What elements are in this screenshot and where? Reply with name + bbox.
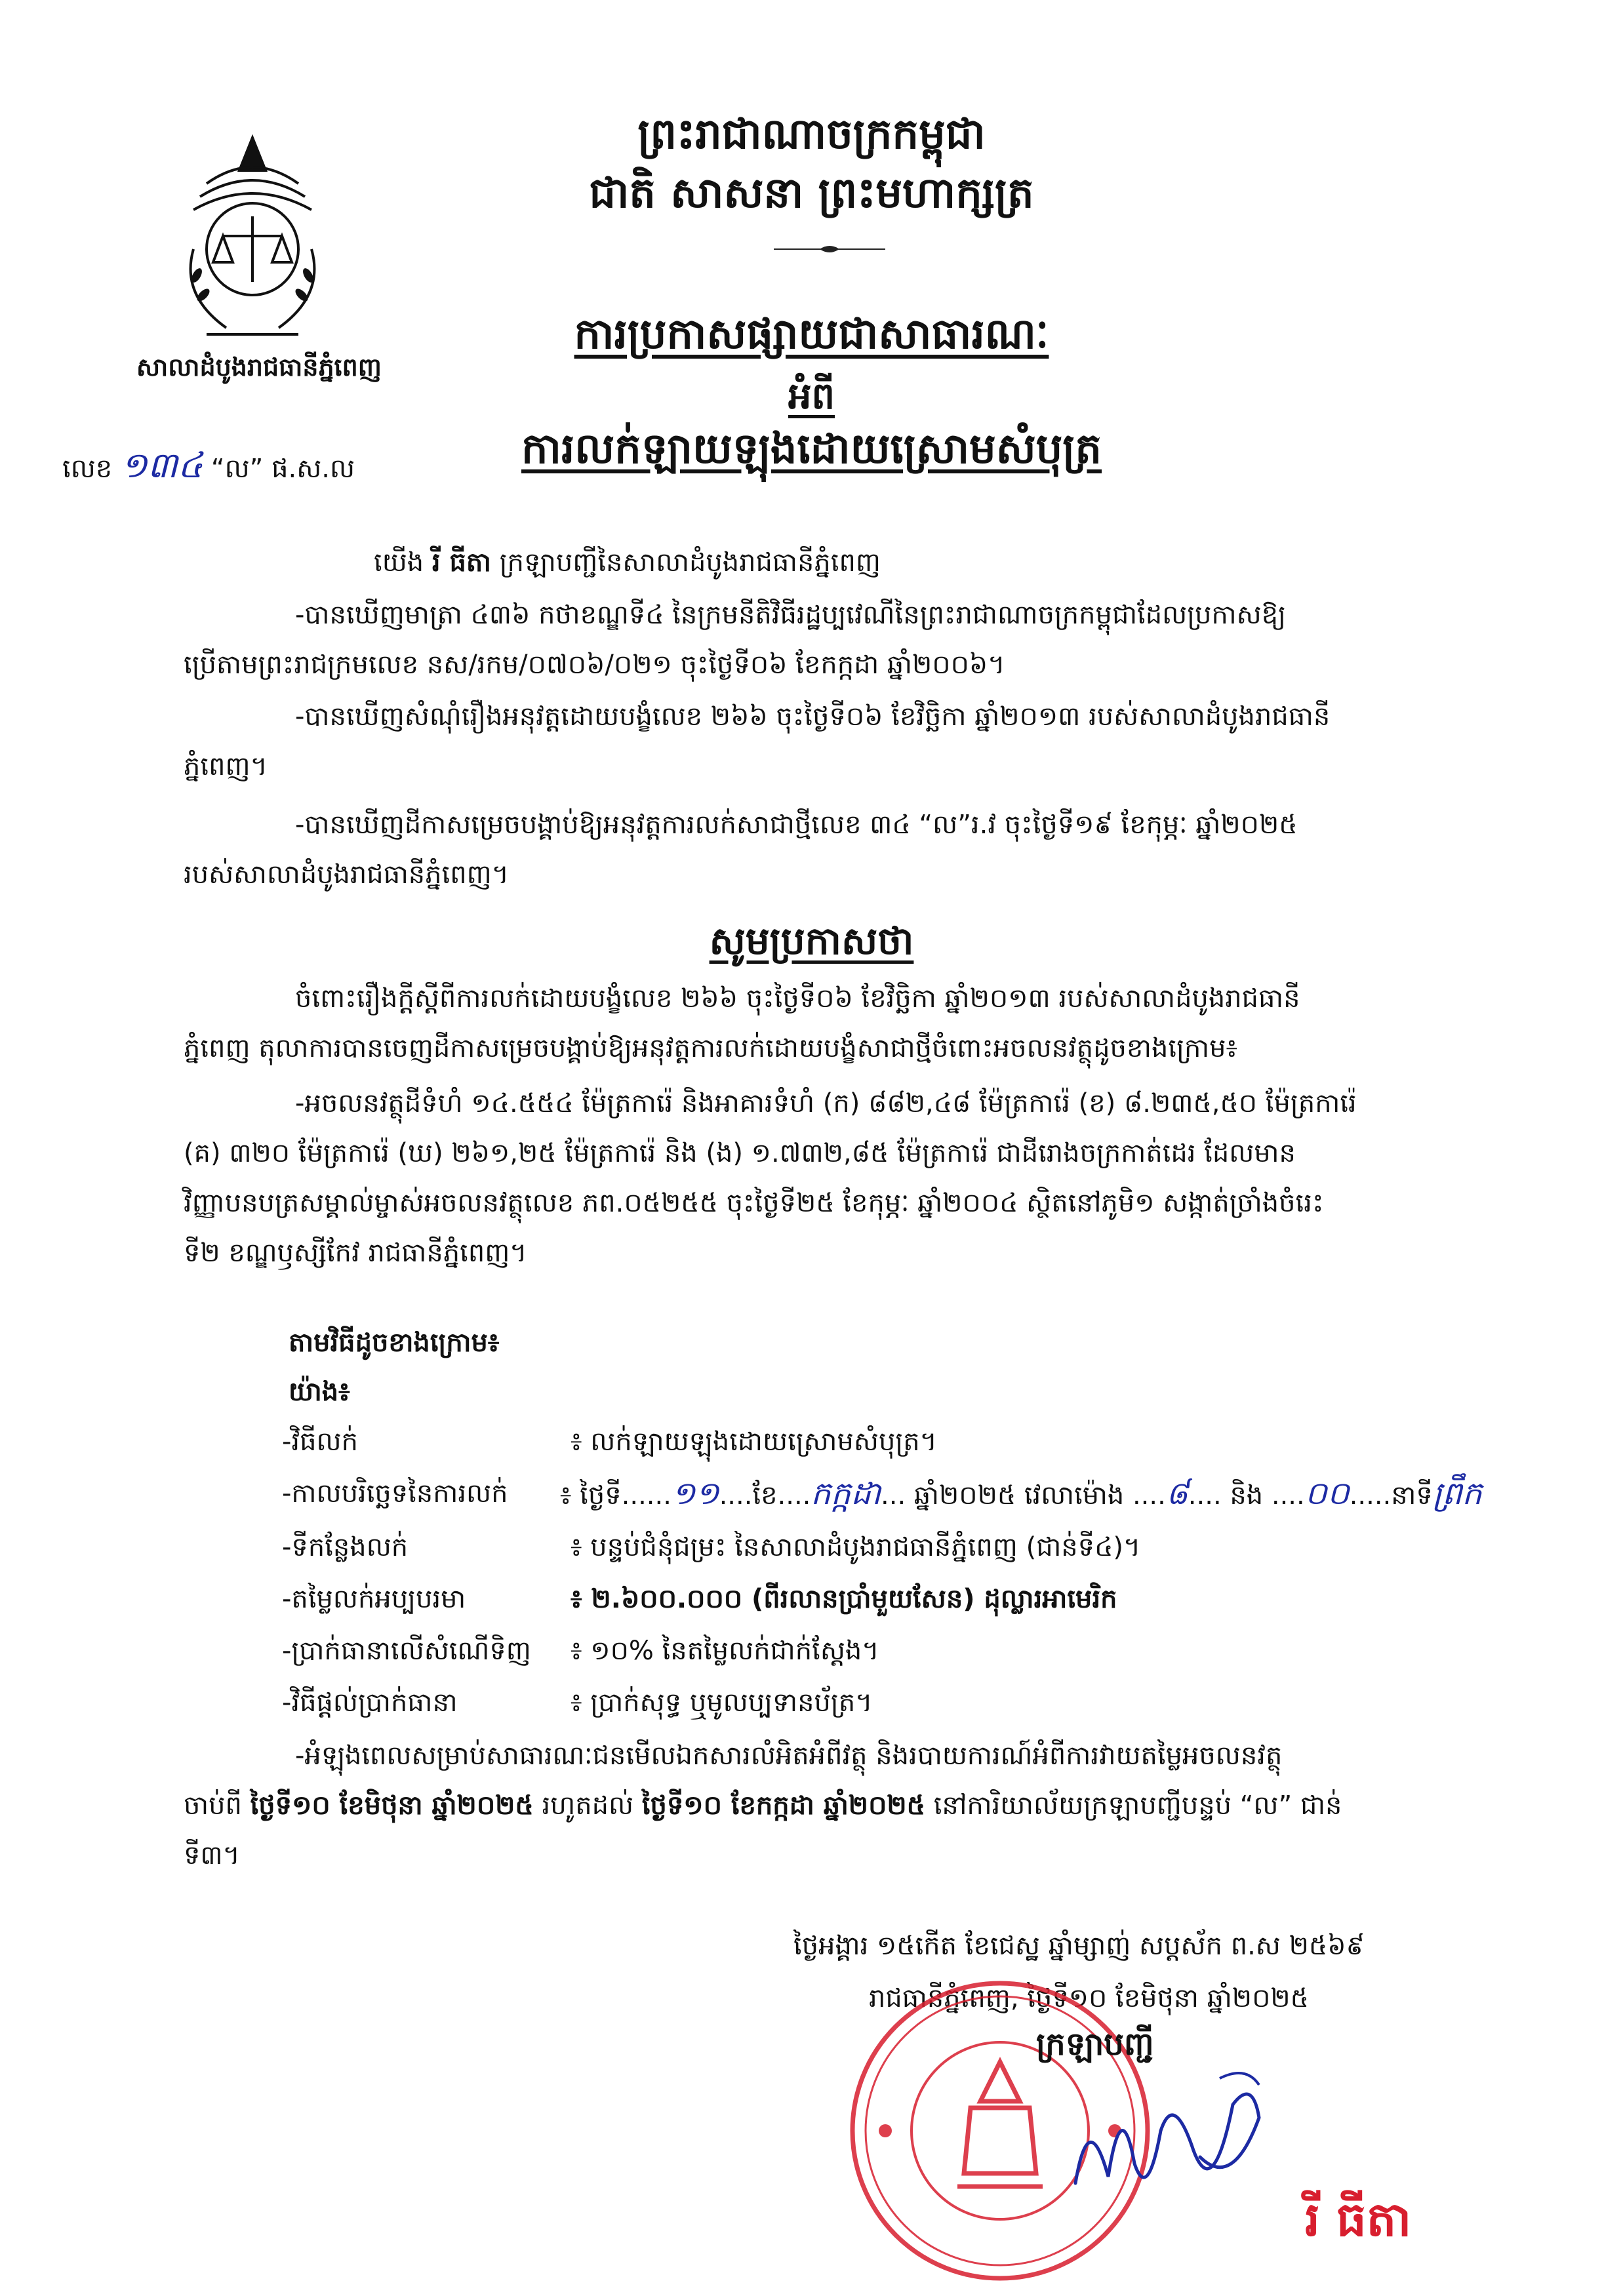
term-row: -ប្រាក់ធានាលើសំណើទិញ ៖ ១០% នៃតម្លៃលក់ជាក់ស្តែង។ [282,1636,879,1666]
term-row-date: -កាលបរិច្ឆេទនៃការលក់ ៖ ថ្ងៃទី......១១....ខែ....កក្កដា... ឆ្នាំ២០២៥ វេលាម៉ោង ....៨.... និង ....០០.....នាទីព្រឹក [282,1475,1482,1512]
signer-title: ក្រឡាបញ្ជី [1036,2026,1154,2063]
ornament-divider-icon [774,243,885,256]
reference-suffix: “ល” ផ.ស.ល [210,454,355,484]
method-yang: យ៉ាង៖ [289,1377,350,1407]
handwritten-period: ព្រឹក [1432,1475,1482,1512]
reference-handwritten-number: ១៣៤ [120,445,203,486]
signature-icon [1062,2052,1272,2216]
consideration-2: -បានឃើញសំណុំរឿងអនុវត្តដោយបង្ខំលេខ ២៦៦ ចុះថ្ងៃទី០៦ ខែវិច្ឆិកា ឆ្នាំ២០១៣ របស់សាលាដំបូងរាជធានី ភ្នំពេញ។ [184,702,1331,782]
term-row-price: -តម្លៃលក់អប្បបរមា ៖ ២.៦០០.០០០ (ពីរលានប្រាំមួយសែន) ដុល្លារអាមេរិក [282,1584,1117,1614]
term-row: -ទីកន្លែងលក់ ៖ បន្ទប់ជំនុំជម្រះ នៃសាលាដំបូងរាជធានីភ្នំពេញ (ជាន់ទី៤)។ [282,1532,1141,1562]
clerk-name: រី ធីតា [431,547,491,578]
kingdom-heading: ព្រះរាជាណាចក្រកម្ពុជា [637,110,986,159]
handwritten-hour: ៨ [1165,1475,1188,1512]
consideration-1: -បានឃើញមាត្រា ៤៣៦ កថាខណ្ឌទី៤ នៃក្រមនីតិវិធីរដ្ឋប្បវេណីនៃព្រះរាជាណាចក្រកម្ពុជាដែលប្រកាសឱ្យ ប្រើតាមព្រះរាជក្រមលេខ នស/រកម/០៧០៦/០២១ ចុះថ្ងៃទី០៦ ខែកក្កដា ឆ្នាំ២០០៦។ [184,600,1286,680]
court-name: សាលាដំបូងរាជធានីភ្នំពេញ [136,353,382,382]
term-row: -វិធីផ្តល់ប្រាក់ធានា ៖ ប្រាក់សុទ្ធ ឬមូលប្បទានប័ត្រ។ [282,1688,873,1718]
term-row: -វិធីលក់ ៖ លក់ឡាយឡុងដោយស្រោមសំបុត្រ។ [282,1427,938,1457]
reference-prefix: លេខ [62,454,113,484]
consideration-3: -បានឃើញដីកាសម្រេចបង្គាប់ឱ្យអនុវត្តការលក់សាជាថ្មីលេខ ៣៤ “ល”រ.វ ចុះថ្ងៃទី១៩ ខែកុម្ភៈ ឆ្នាំ២០២៥ របស់សាលាដំបូងរាជធានីភ្នំពេញ។ [184,810,1298,890]
document-title: ការប្រកាសផ្សាយជាសាធារណៈ [574,310,1049,359]
document-subject: ការលក់ឡាយឡុងដោយស្រោមសំបុត្រ [521,425,1102,473]
handwritten-day: ១១ [671,1475,719,1512]
method-heading: តាមវិធីដូចខាងក្រោម៖ [289,1328,500,1358]
intro-line: យើង រី ធីតា ក្រឡាបញ្ជីនៃសាលាដំបូងរាជធានីភ្នំពេញ [374,547,881,578]
viewing-period: -អំឡុងពេលសម្រាប់សាធារណៈជនមើលឯកសារលំអិតអំពីវត្ថុ និងរបាយការណ៍អំពីការវាយតម្លៃអចលនវត្ថុ ចាប់ពី ថ្ងៃទី១០ ខែមិថុនា ឆ្នាំ២០២៥ រហូតដល់ ថ្ងៃទី១០ ខែកក្កដា ឆ្នាំ២០២៥ នៅការិយាល័យក្រឡាបញ្ជីបន្ទប់ “ល” ជាន់ ទី៣។ [184,1741,1342,1870]
sale-terms [282,1416,1482,1729]
national-motto: ជាតិ សាសនា ព្រះមហាក្សត្រ [589,169,1034,218]
body-paragraph-1: ចំពោះរឿងក្តីស្តីពីការលក់ដោយបង្ខំលេខ ២៦៦ ចុះថ្ងៃទី០៦ ខែវិច្ឆិកា ឆ្នាំ២០១៣ របស់សាលាដំបូងរាជធានី ភ្នំពេញ តុលាការបានចេញដីកាសម្រេចបង្គាប់ឱ្យអនុវត្តការលក់ដោយបង្ខំសាជាថ្មីចំពោះអចលនវត្ថុដូចខាងក្រោម៖ [184,983,1300,1063]
handwritten-month: កក្កដា [811,1475,881,1512]
solar-date: រាជធានីភ្នំពេញ, ថ្ងៃទី១០ ខែមិថុនា ឆ្នាំ២០២៥ [869,1983,1309,2013]
document-title-about: អំពី [788,375,835,418]
announcement-heading: សូមប្រកាសថា [709,919,914,963]
lunar-date: ថ្ងៃអង្គារ ១៥កើត ខែជេស្ឋ ឆ្នាំម្សាញ់ សប្តស័ក ព.ស ២៥៦៩ [793,1931,1365,1961]
signer-name: រី ធីតា [1305,2192,1412,2247]
handwritten-minute: ០០ [1304,1475,1350,1512]
property-description: -អចលនវត្ថុដីទំហំ ១៤.៥៥៤ ម៉ែត្រការ៉េ និងអាគារទំហំ (ក) ៨៨២,៤៨ ម៉ែត្រការ៉េ (ខ) ៨.២៣៥,៥០ ម៉ែត្រការ៉េ (គ) ៣២០ ម៉ែត្រការ៉េ (ឃ) ២៦១,២៥ ម៉ែត្រការ៉េ និង (ង) ១.៧៣២,៨៥ ម៉ែត្រការ៉េ ជាដីរោងចក្រកាត់ដេរ ដែលមាន វិញ្ញាបនបត្រសម្គាល់ម្ចាស់អចលនវត្ថុលេខ ភព.០៥២៥៥ ចុះថ្ងៃទី២៥ ខែកុម្ភៈ ឆ្នាំ២០០៤ ស្ថិតនៅភូមិ១ សង្កាត់ច្រាំងចំរេះ ទី២ ខណ្ឌឫស្សីកែវ រាជធានីភ្នំពេញ។ [184,1088,1357,1268]
